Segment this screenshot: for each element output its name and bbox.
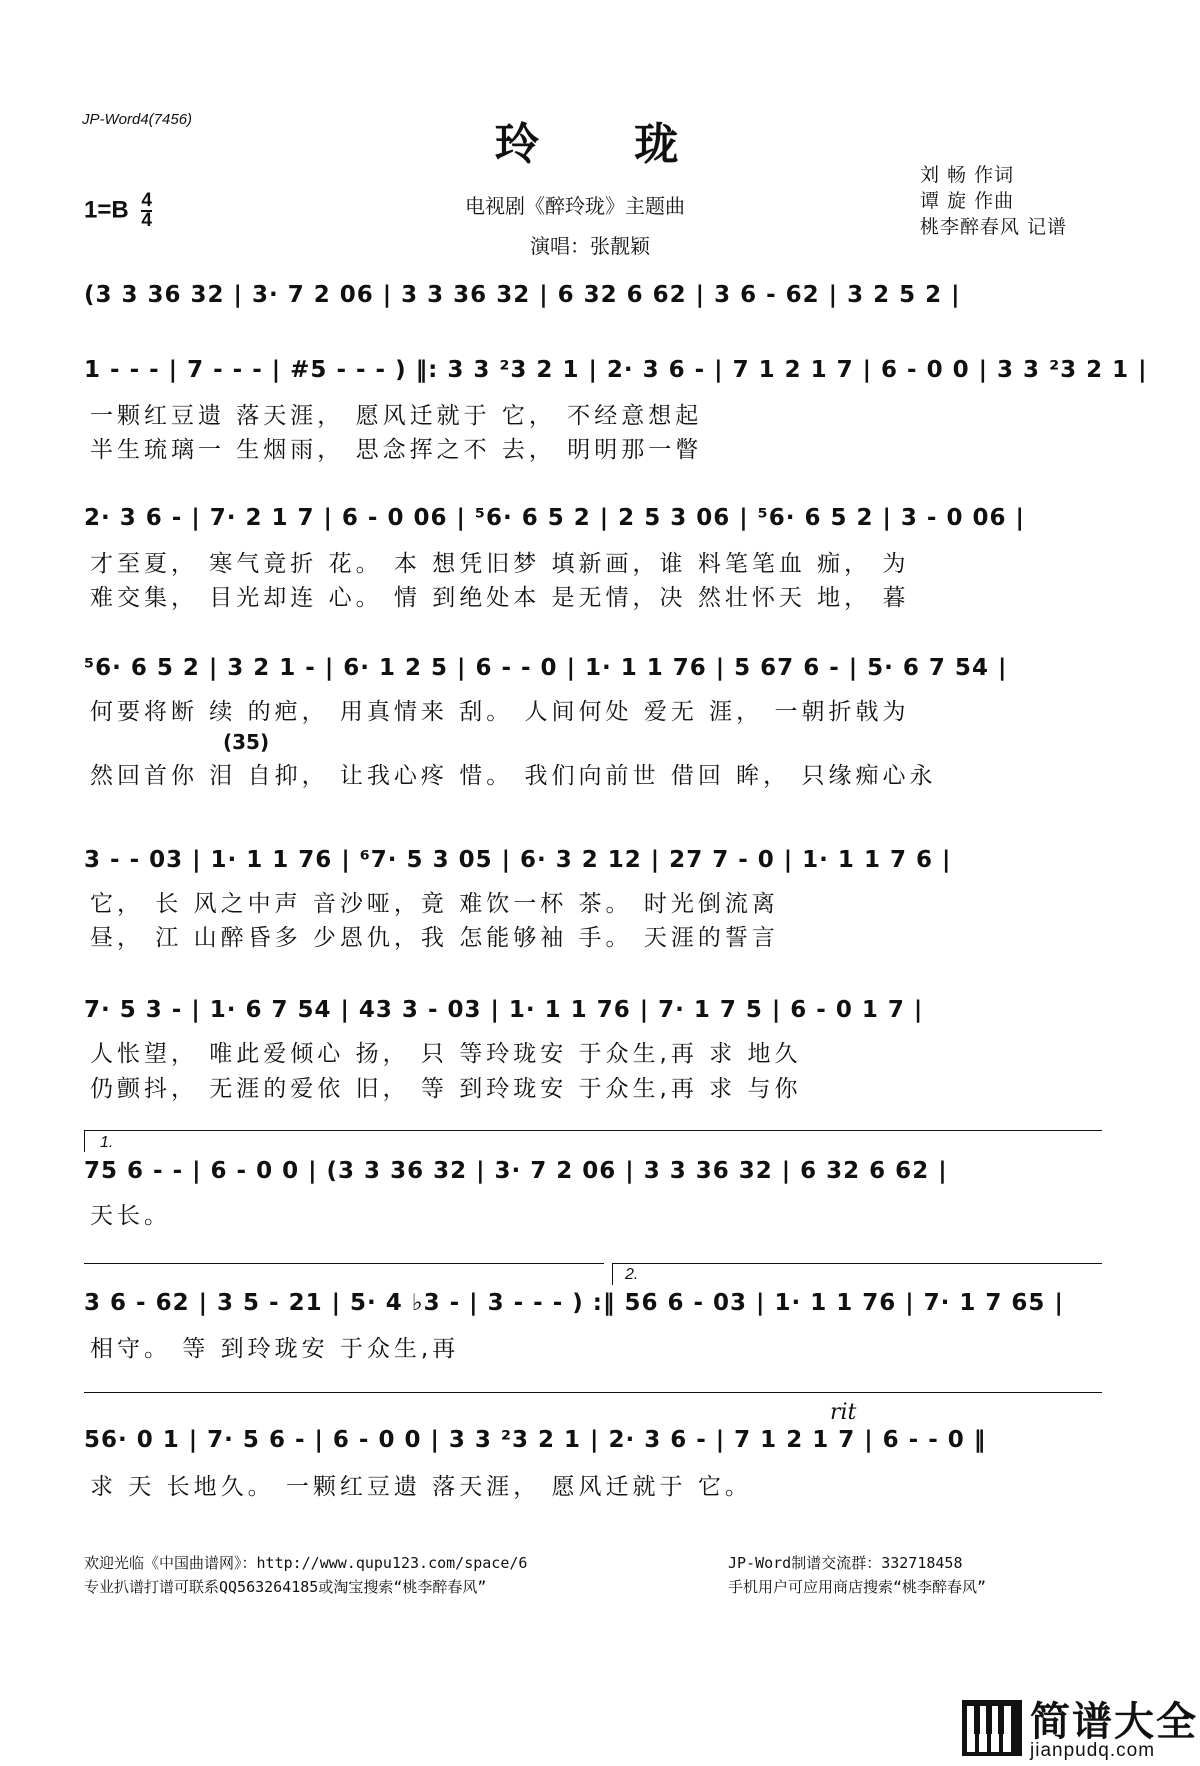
score-line-6: 7· 5 3 - | 1· 6 7 54 | 43 3 - 03 | 1· 1 1 76 | 7· 1 7 5 | 6 - 0 1 7 | <box>84 997 924 1023</box>
score-line-5: 3 - - 03 | 1· 1 1 76 | ⁶7· 5 3 05 | 6· 3 2 12 | 27 7 - 0 | 1· 1 1 7 6 | <box>84 847 952 873</box>
lyrics-line-4a: 何要将断 续 的疤， 用真情来 刮。 人间何处 爱无 涯， 一朝折戟为 <box>90 699 910 725</box>
score-line-1: (3 3 36 32 | 3· 7 2 06 | 3 3 36 32 | 6 32 6 62 | 3 6 - 62 | 3 2 5 2 | <box>84 282 961 308</box>
grace-paren: (35) <box>223 730 270 754</box>
score-line-7: 75 6 - - | 6 - 0 0 | (3 3 36 32 | 3· 7 2 06 | 3 3 36 32 | 6 32 6 62 | <box>84 1158 948 1184</box>
score-line-9: 56· 0 1 | 7· 5 6 - | 6 - 0 0 | 3 3 ²3 2 1 | 2· 3 6 - | 7 1 2 1 7 | 6 - - 0 ‖ <box>84 1427 987 1453</box>
score-line-2: 1 - - - | 7 - - - | #5 - - - ) ‖: 3 3 ²3 2 1 | 2· 3 6 - | 7 1 2 1 7 | 6 - 0 0 | 3 3 ²3 2 1 | <box>84 357 1148 383</box>
footer-website: 欢迎光临《中国曲谱网》：http://www.qupu123.com/space/6 <box>84 1554 528 1572</box>
footer-mobile: 手机用户可应用商店搜索“桃李醉春风” <box>728 1578 987 1596</box>
lyrics-line-9: 求 天 长地久。 一颗红豆遗 落天涯， 愿风迁就于 它。 <box>90 1474 752 1500</box>
volta-2-number: 2. <box>625 1266 639 1283</box>
logo-text: 简谱大全 <box>1030 1699 1198 1745</box>
volta-1-bracket <box>84 1130 1102 1131</box>
volta-1-continuation <box>84 1263 604 1264</box>
footer-contact: 专业扒谱打谱可联系QQ563264185或淘宝搜索“桃李醉春风” <box>84 1578 487 1596</box>
transcriber-credit: 桃李醉春风 记谱 <box>920 216 1068 238</box>
time-signature <box>141 192 152 230</box>
singer: 演唱：张靓颖 <box>530 234 650 258</box>
volta-2-bracket <box>612 1263 1102 1264</box>
volta-2-tick <box>612 1263 613 1285</box>
score-line-8: 3 6 - 62 | 3 5 - 21 | 5· 4 ♭3 - | 3 - - - ) :‖ 56 6 - 03 | 1· 1 1 76 | 7· 1 7 65 | <box>84 1290 1064 1316</box>
song-title: 玲 珑 <box>495 119 719 170</box>
score-line-3: 2· 3 6 - | 7· 2 1 7 | 6 - 0 06 | ⁵6· 6 5 2 | 2 5 3 06 | ⁵6· 6 5 2 | 3 - 0 06 | <box>84 505 1025 531</box>
footer-group: JP-Word制谱交流群：332718458 <box>728 1554 963 1572</box>
piano-logo-icon <box>960 1696 1024 1760</box>
lyrics-line-3b: 难交集， 目光却连 心。 情 到绝处本 是无情，决 然壮怀天 地， 暮 <box>90 585 910 611</box>
composer-credit: 谭 旋 作曲 <box>920 190 1015 212</box>
lyrics-line-7: 天长。 <box>90 1203 171 1229</box>
lyrics-line-6a: 人怅望， 唯此爱倾心 扬， 只 等玲珑安 于众生,再 求 地久 <box>90 1041 802 1067</box>
lyrics-line-8: 相守。 等 到玲珑安 于众生,再 <box>90 1336 460 1362</box>
lyrics-line-3a: 才至夏， 寒气竟折 花。 本 想凭旧梦 填新画，谁 料笔笔血 痂， 为 <box>90 551 910 577</box>
subtitle: 电视剧《醉玲珑》主题曲 <box>465 194 685 218</box>
ritardando-marking: rit <box>830 1400 857 1425</box>
lyrics-line-2b: 半生琉璃一 生烟雨， 思念挥之不 去， 明明那一瞥 <box>90 437 703 463</box>
volta-1-number: 1. <box>100 1134 114 1151</box>
time-signature-top: 4 <box>141 190 152 211</box>
lyrics-line-2a: 一颗红豆遗 落天涯， 愿风迁就于 它， 不经意想起 <box>90 403 703 429</box>
volta-1-tick <box>84 1130 85 1152</box>
key-signature <box>84 192 152 230</box>
logo-url: jianpudq.com <box>1030 1740 1156 1761</box>
lyricist-credit: 刘 畅 作词 <box>920 164 1015 186</box>
lyrics-line-5a: 它， 长 风之中声 音沙哑，竟 难饮一杯 茶。 时光倒流离 <box>90 891 779 917</box>
software-label: JP-Word4(7456) <box>82 111 193 128</box>
key-label: 1=B <box>84 196 129 224</box>
lyrics-line-4b: 然回首你 泪 自抑， 让我心疼 惜。 我们向前世 借回 眸， 只缘痴心永 <box>90 763 937 789</box>
lyrics-line-6b: 仍颤抖， 无涯的爱依 旧， 等 到玲珑安 于众生,再 求 与你 <box>90 1076 802 1102</box>
lyrics-line-5b: 昼， 江 山醉昏多 少恩仇，我 怎能够袖 手。 天涯的誓言 <box>90 925 779 951</box>
time-signature-bottom: 4 <box>141 210 152 231</box>
score-line-4: ⁵6· 6 5 2 | 3 2 1 - | 6· 1 2 5 | 6 - - 0 | 1· 1 1 76 | 5 67 6 - | 5· 6 7 54 | <box>84 655 1008 681</box>
volta-2-continuation <box>84 1392 1102 1393</box>
